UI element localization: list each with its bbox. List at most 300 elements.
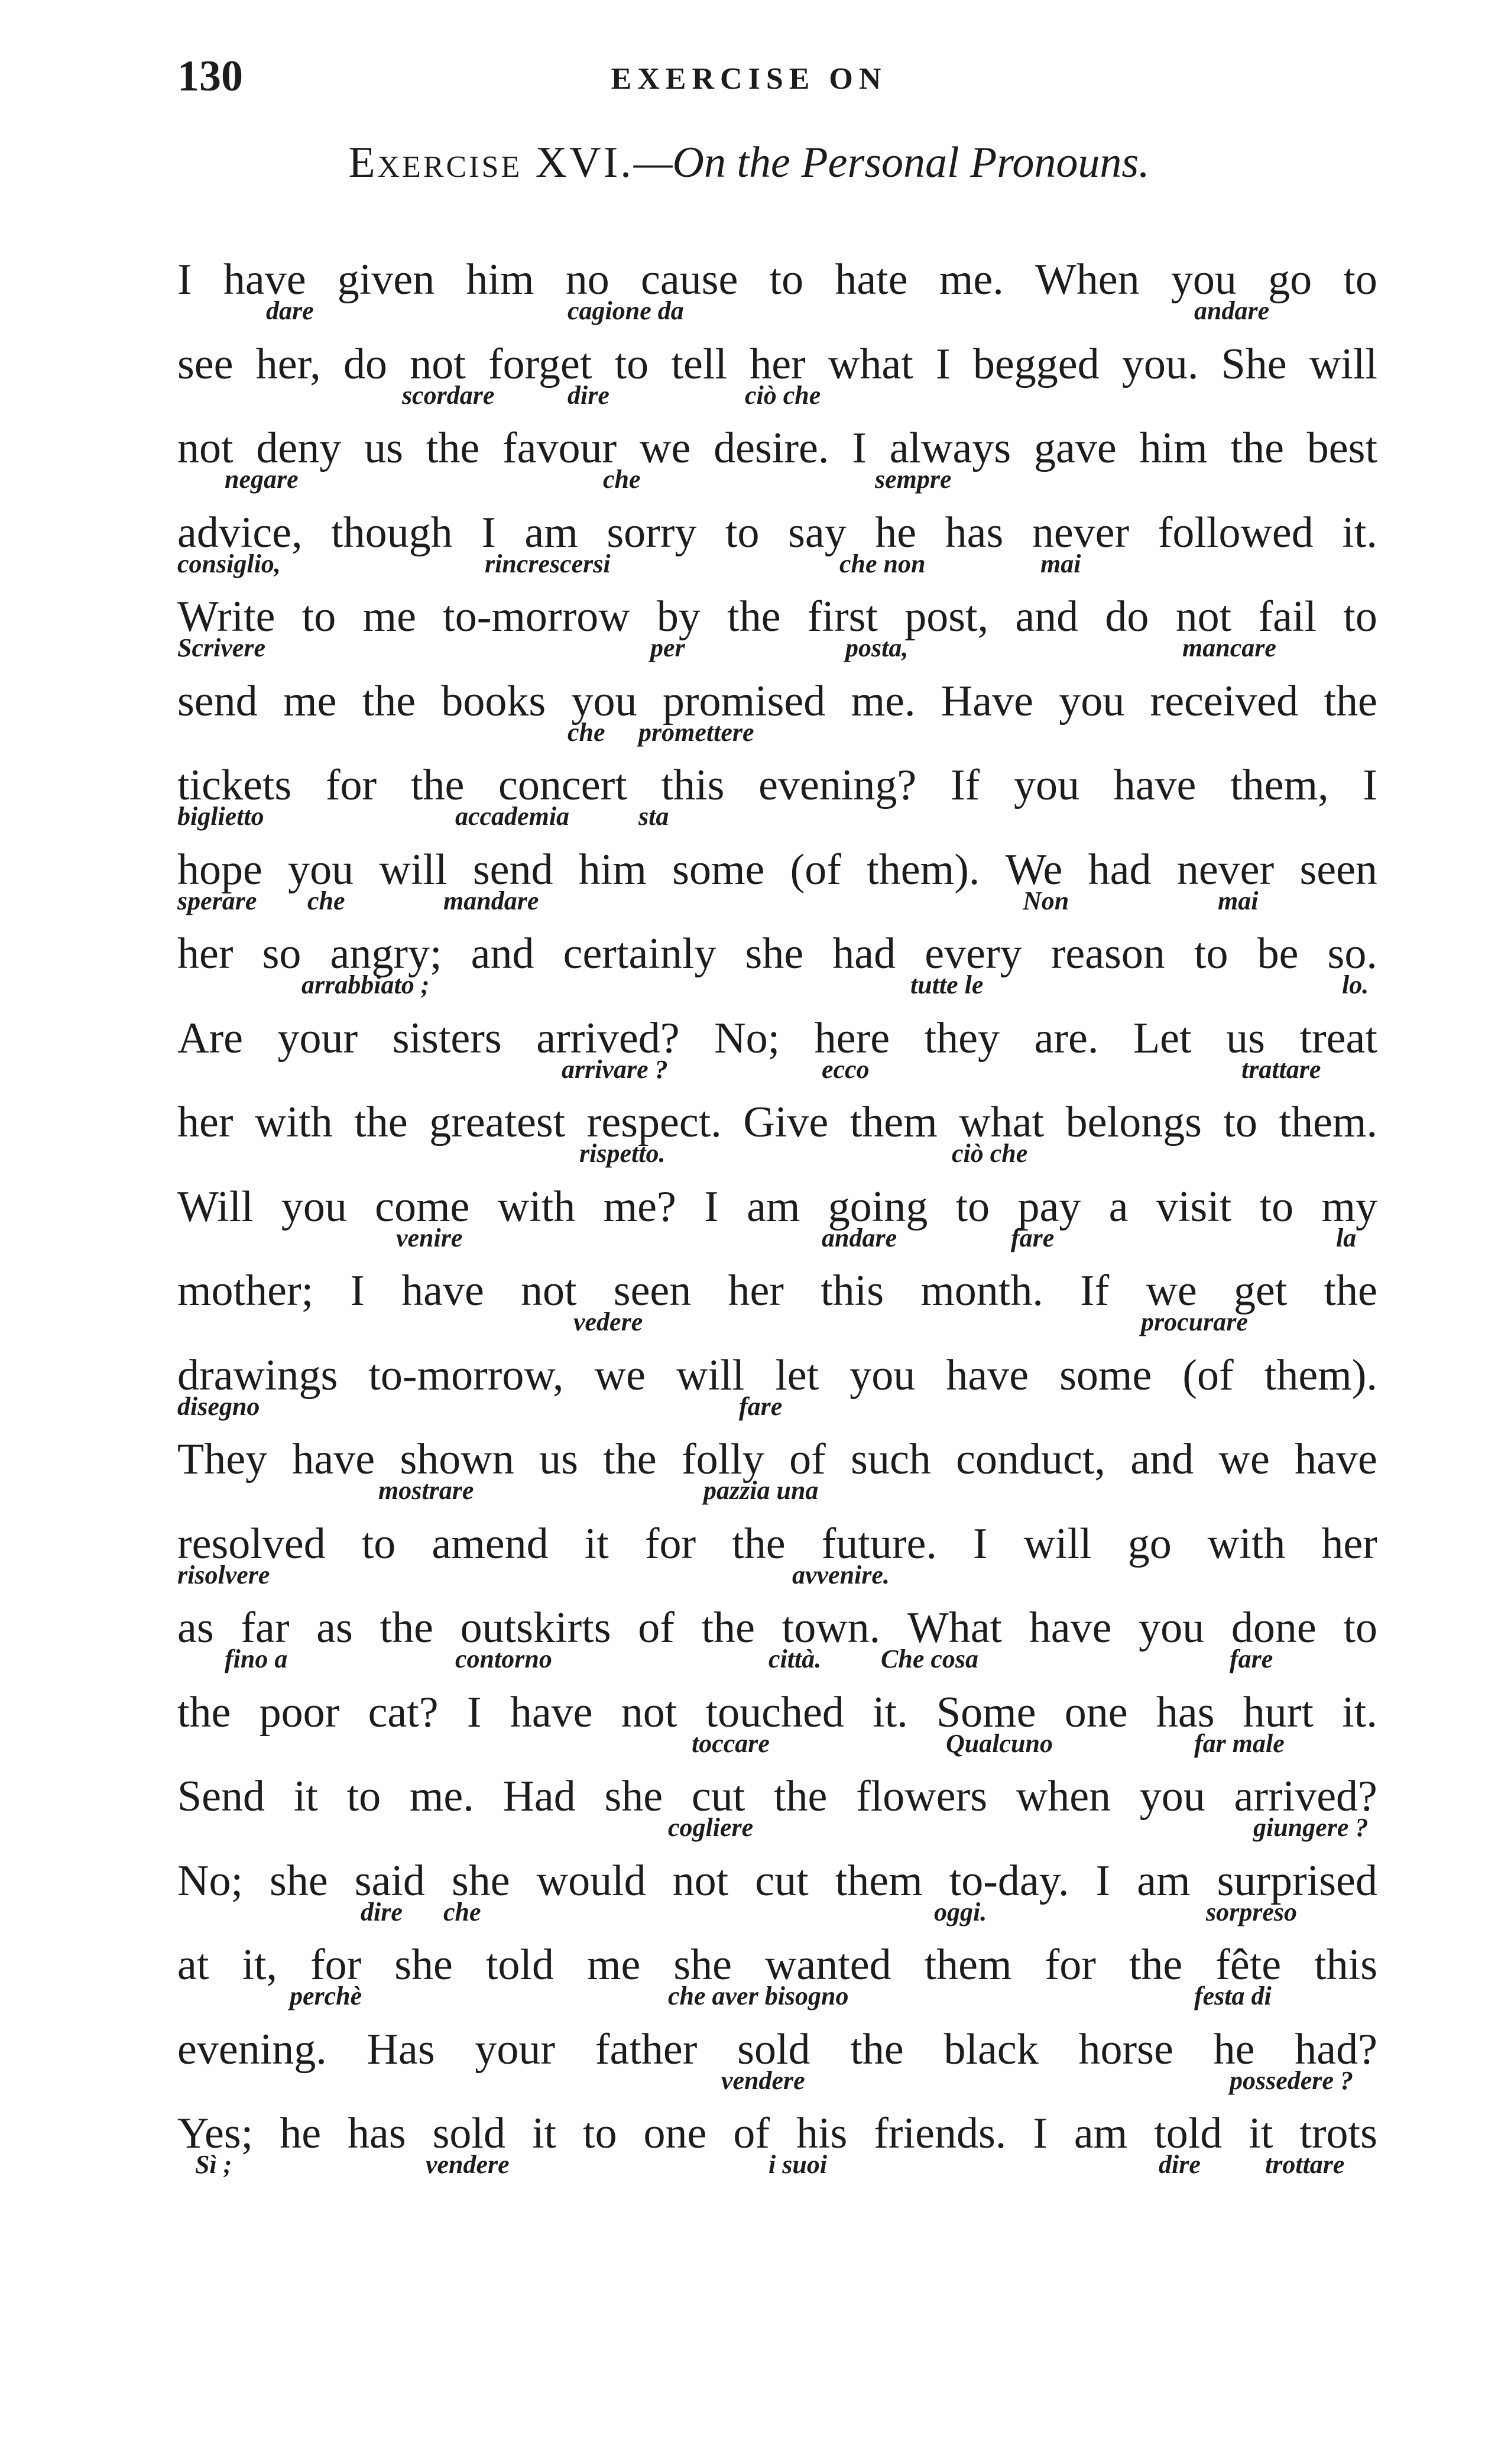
english-word: for [644,1519,696,1568]
english-word: desire. [714,424,829,472]
exercise-title-number: Exercise XVI. [348,138,634,187]
english-word: Has [367,2025,435,2074]
english-word: to [1194,930,1228,978]
english-word: future. [821,1519,937,1568]
italian-gloss: toccare [692,1728,770,1758]
english-word: have [292,1435,375,1484]
italian-gloss: mostrare [378,1476,474,1505]
english-word: be [1257,930,1299,978]
italian-gloss: giungere ? [1253,1813,1369,1842]
english-word: When [1035,255,1140,304]
english-word: arrived? [1234,1772,1377,1821]
english-word: see [177,339,234,388]
exercise-title [0,138,1498,187]
english-word: Let [1133,1014,1192,1063]
text-line [177,1765,1377,1849]
english-word: get [1233,1267,1288,1315]
english-word: I [936,339,951,388]
english-word: to [583,2109,617,2158]
english-word: by [656,592,701,641]
english-word: we [640,424,691,472]
english-word: the [410,761,465,810]
english-word: of [733,2109,770,2158]
english-word: evening? [758,761,917,810]
english-word: fail [1258,592,1317,641]
italian-gloss: fare [1011,1223,1055,1252]
english-word: one [643,2109,707,2158]
italian-gloss: sperare [177,886,257,915]
english-word: the [1129,1941,1183,1989]
english-word: Send [177,1772,265,1821]
english-word: friends. [874,2109,1007,2158]
english-word: angry; [330,930,442,978]
english-word: it [1249,2109,1273,2158]
english-sentence-line [177,585,1377,639]
text-line [177,501,1377,585]
italian-gloss: avvenire. [792,1560,890,1589]
english-word: She [1221,339,1287,388]
italian-gloss: andare [1194,296,1270,325]
italian-gloss: trattare [1241,1054,1321,1084]
english-word: to [346,1772,381,1821]
italian-gloss: vedere [573,1307,643,1336]
text-line [177,1681,1377,1765]
italian-gloss: che [307,886,345,915]
english-word: seen [1299,845,1377,894]
english-word: touched [705,1688,844,1737]
english-word: so. [1327,930,1377,978]
english-sentence-line [177,922,1377,976]
italian-gloss: far male [1194,1728,1285,1758]
italian-gloss: festa di [1194,1981,1272,2010]
english-word: advice, [177,508,303,557]
english-word: hurt [1243,1688,1314,1737]
english-word: my [1321,1182,1377,1231]
english-word: post, [904,592,989,641]
english-word: send [177,676,258,726]
text-line [177,1934,1377,2018]
english-word: reason [1050,930,1165,978]
english-word: I [704,1182,719,1231]
english-word: I [177,255,192,304]
english-word: and [1015,592,1079,641]
italian-gloss: fare [739,1391,783,1421]
text-line [177,922,1377,1006]
english-word: and [471,930,534,978]
english-word: with [1207,1519,1286,1568]
english-word: you [1170,255,1237,304]
english-word: me? [603,1182,676,1231]
english-word: a [1108,1182,1129,1231]
italian-gloss: biglietto [177,802,264,831]
italian-gloss: sta [638,802,669,831]
english-word: best [1306,424,1377,472]
english-word: to [1343,592,1377,641]
english-word: them [924,1941,1012,1989]
english-word: it. [1342,508,1377,557]
english-word: your [277,1014,358,1063]
english-word: she [270,1856,328,1905]
italian-gloss: accademia [455,802,570,831]
english-word: would [536,1856,646,1905]
english-word: deny [256,424,342,472]
italian-gloss: perchè [290,1981,362,2010]
english-word: it. [1342,1688,1377,1737]
text-line [177,1513,1377,1597]
english-word: her [728,1267,784,1315]
english-word: flowers [856,1772,988,1821]
english-word: amend [432,1519,549,1568]
italian-gloss: cogliere [668,1813,754,1842]
english-word: him [466,255,534,304]
english-word: hate [835,255,908,304]
english-word: am [1137,1856,1191,1905]
english-word: you [1139,1604,1205,1652]
italian-gloss: città. [769,1644,822,1673]
english-word: me [586,1941,641,1989]
text-line [177,838,1377,922]
english-word: visit [1156,1182,1232,1231]
english-word: go [1127,1519,1172,1568]
english-word: I [466,1688,482,1737]
italian-gloss: ciò che [952,1139,1028,1168]
english-word: her [177,930,234,978]
english-word: you [1059,676,1125,726]
english-word: them [835,1856,923,1905]
english-sentence-line [177,417,1377,470]
english-word: given [337,255,435,304]
english-word: fête [1215,1941,1282,1989]
english-word: sold [737,2025,810,2074]
english-word: tell [671,339,727,388]
english-word: not [672,1856,729,1905]
english-word: they [924,1014,1000,1063]
text-line [177,1176,1377,1259]
italian-gloss: arrabbiato ; [301,970,430,999]
english-word: books [441,676,546,726]
english-word: such [851,1435,931,1484]
english-word: have [1029,1604,1112,1652]
english-word: going [828,1182,928,1231]
english-word: she [394,1941,453,1989]
english-word: do [343,339,387,388]
english-word: she [745,930,804,978]
italian-gloss: andare [822,1223,897,1252]
text-line [177,1850,1377,1934]
english-sentence-line [177,1513,1377,1566]
english-word: not [1175,592,1232,641]
english-word: have [1113,761,1197,810]
english-word: I [481,508,496,557]
italian-gloss: Scrivere [177,633,266,662]
english-word: you [288,845,354,894]
english-word: go [1268,255,1312,304]
english-word: him [1139,424,1208,472]
text-line [177,670,1377,754]
english-word: father [595,2025,698,2074]
english-word: her [750,339,806,388]
english-word: horse [1078,2025,1173,2074]
english-word: never [1176,845,1275,894]
english-word: treat [1299,1014,1377,1063]
english-word: If [950,761,980,810]
english-word: his [796,2109,848,2158]
english-word: you. [1121,339,1199,388]
english-sentence-line [177,754,1377,810]
english-word: poor [259,1688,340,1737]
english-word: this [821,1267,884,1315]
english-word: he [875,508,917,557]
english-word: I [972,1519,988,1568]
english-word: her [177,1098,234,1147]
english-word: some [672,845,765,894]
english-word: cut [691,1772,745,1821]
italian-gloss: sorpreso [1206,1897,1298,1926]
english-word: no [565,255,609,304]
english-word: concert [498,761,627,810]
english-word: the [603,1435,657,1484]
english-word: We [1005,845,1063,894]
english-word: some [1059,1351,1152,1400]
english-word: not [521,1267,577,1315]
english-word: Have [941,676,1033,726]
english-word: as [177,1604,214,1652]
english-word: you [571,676,637,726]
english-word: me [362,592,416,641]
english-word: have [401,1267,484,1315]
english-word: have [510,1688,593,1737]
english-word: when [1016,1772,1111,1821]
english-word: to-day. [949,1856,1069,1905]
text-line [177,2018,1377,2102]
english-word: first [807,592,878,641]
english-sentence-line [177,1681,1377,1737]
english-word: to [614,339,649,388]
english-word: favour [502,424,617,472]
italian-gloss: possedere ? [1230,2065,1353,2095]
italian-gloss: procurare [1141,1307,1248,1336]
exercise-title-subject: —On the Personal Pronouns. [633,138,1150,187]
english-word: Write [177,592,275,641]
english-word: had? [1295,2025,1377,2074]
italian-gloss: mandare [443,886,539,915]
english-word: what [828,339,913,388]
english-word: has [1156,1688,1215,1737]
english-sentence-line [177,670,1377,726]
english-word: I [1095,1856,1111,1905]
english-word: we [1218,1435,1270,1484]
english-word: to [1223,1098,1257,1147]
english-word: the [426,424,480,472]
english-word: have [223,255,306,304]
english-word: am [1074,2109,1128,2158]
italian-gloss: che [603,465,641,494]
english-word: he [280,2109,322,2158]
english-sentence-line [177,501,1377,555]
english-word: for [325,761,377,810]
english-word: her [1321,1519,1377,1568]
italian-gloss: che aver bisogno [668,1981,849,2010]
english-word: sold [432,2109,505,2158]
english-word: it, [242,1941,277,1989]
english-word: and [1130,1435,1194,1484]
english-word: you [1013,761,1079,810]
italian-gloss: vendere [426,2150,510,2179]
english-word: told [1154,2109,1223,2158]
italian-gloss: risolvere [177,1560,270,1589]
english-word: shown [400,1435,514,1484]
text-line [177,1259,1377,1343]
italian-gloss: che non [839,549,926,578]
english-sentence-line [177,1934,1377,1987]
english-word: with [255,1098,333,1147]
english-word: folly [682,1435,764,1484]
english-word: Had [502,1772,576,1821]
english-word: conduct, [956,1435,1105,1484]
english-word: every [925,930,1022,978]
english-word: her, [255,339,321,388]
english-word: am [524,508,578,557]
english-word: not [621,1688,677,1737]
italian-gloss: dire [568,380,609,410]
english-word: Will [177,1182,254,1231]
english-word: it. [873,1688,908,1737]
english-word: respect. [586,1098,722,1147]
text-line [177,1597,1377,1681]
english-word: the [354,1098,408,1147]
italian-gloss: lo. [1342,970,1369,999]
english-word: hope [177,845,262,894]
text-line [177,248,1377,332]
english-word: the [732,1519,786,1568]
italian-gloss: mai [1218,886,1259,915]
english-word: have [1295,1435,1377,1484]
english-word: far [241,1604,290,1652]
english-word: tickets [177,761,292,810]
english-word: let [775,1351,819,1400]
english-sentence-line [177,1007,1377,1063]
italian-gloss: che [443,1897,481,1926]
italian-gloss: promettere [638,717,754,747]
text-line [177,585,1377,669]
english-word: I [852,424,867,472]
english-sentence-line [177,2102,1377,2158]
english-word: forget [488,339,592,388]
italian-gloss: Che cosa [881,1644,978,1673]
english-sentence-line [177,1428,1377,1484]
english-word: had [832,930,896,978]
italian-gloss: posta, [845,633,909,662]
english-word: followed [1157,508,1314,557]
english-word: belongs [1065,1098,1202,1147]
english-word: say [788,508,847,557]
english-word: If [1080,1267,1110,1315]
english-word: cat? [368,1688,439,1737]
english-word: with [497,1182,576,1231]
english-word: arrived? [536,1014,680,1063]
italian-gloss: venire [396,1223,463,1252]
english-word: cause [640,255,738,304]
english-word: to [955,1182,990,1231]
running-head: EXERCISE ON [611,62,887,96]
english-word: No; [714,1014,780,1063]
english-word: evening. [177,2025,327,2074]
english-word: them. [1279,1098,1377,1147]
english-word: done [1231,1604,1317,1652]
italian-gloss: sempre [875,465,952,494]
english-word: town. [782,1604,881,1652]
english-sentence-line [177,248,1377,302]
italian-gloss: consiglio, [177,549,281,578]
italian-gloss: Sì ; [195,2150,232,2179]
english-word: cut [755,1856,809,1905]
english-sentence-line [177,2018,1377,2074]
english-word: to [1259,1182,1294,1231]
english-word: as [316,1604,353,1652]
english-word: the [1324,1267,1377,1315]
english-word: never [1032,508,1130,557]
italian-gloss: fino a [225,1644,288,1673]
english-sentence-line [177,1850,1377,1903]
text-line [177,333,1377,417]
english-word: What [907,1604,1003,1652]
english-word: to-morrow [443,592,630,641]
italian-gloss: pazzia una [703,1476,819,1505]
english-word: seen [613,1267,692,1315]
english-word: surprised [1217,1856,1377,1905]
english-word: drawings [177,1351,338,1400]
english-word: received [1150,676,1299,726]
english-sentence-line [177,1344,1377,1400]
italian-gloss: trottare [1265,2150,1345,2179]
english-word: what [959,1098,1045,1147]
english-word: him [578,845,647,894]
english-word: so [262,930,301,978]
english-word: me. [939,255,1004,304]
italian-gloss: mancare [1182,633,1276,662]
english-word: promised [662,676,826,726]
english-word: the [177,1688,231,1737]
english-word: do [1105,592,1149,641]
english-word: Give [743,1098,829,1147]
english-word: she [673,1941,732,1989]
english-sentence-line [177,1091,1377,1147]
english-word: I [350,1267,365,1315]
english-word: the [701,1604,755,1652]
english-word: not [177,424,234,472]
italian-gloss: scordare [402,380,495,410]
italian-gloss: dare [266,296,314,325]
italian-gloss: dire [361,1897,403,1926]
english-sentence-line [177,1765,1377,1821]
italian-gloss: per [650,633,685,662]
english-word: the [1230,424,1284,472]
english-word: I [1363,761,1377,810]
english-word: them, [1230,761,1329,810]
english-word: for [310,1941,362,1989]
english-word: of [789,1435,826,1484]
italian-gloss: rispetto. [579,1139,666,1168]
english-word: the [773,1772,828,1821]
english-word: she [451,1856,510,1905]
italian-gloss: dire [1159,2150,1201,2179]
english-word: us [364,424,403,472]
text-line [177,1344,1377,1428]
italian-gloss: tutte le [910,970,984,999]
italian-gloss: i suoi [769,2150,828,2179]
italian-gloss: fare [1230,1644,1273,1673]
english-word: sorry [607,508,697,557]
